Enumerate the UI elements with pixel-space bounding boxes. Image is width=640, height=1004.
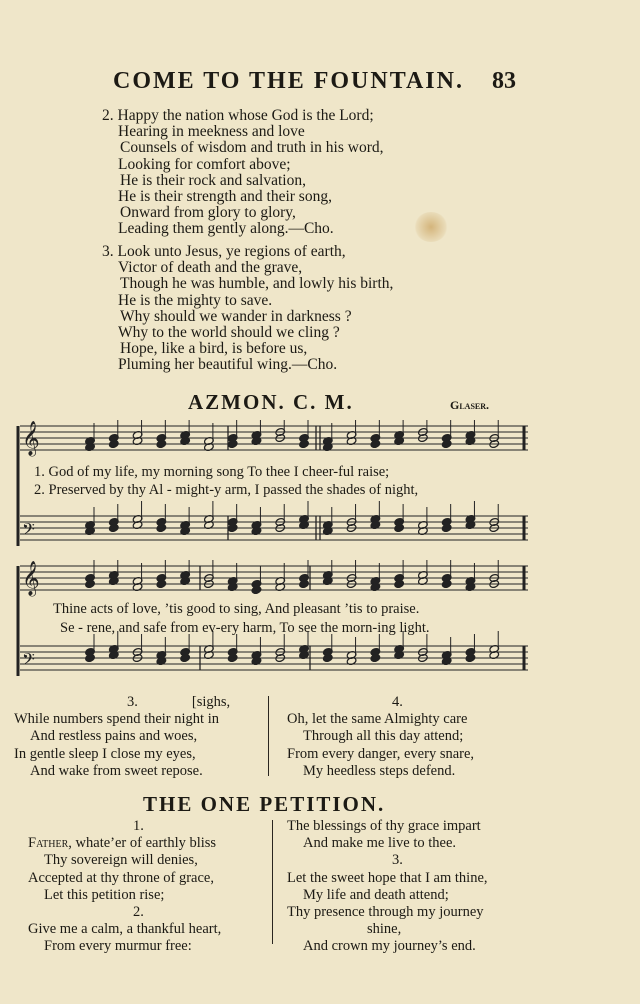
treble-clef: 𝄞 [22, 421, 40, 456]
verse-line: Happy the nation whose God is the Lord; [117, 107, 374, 124]
stanza-line: My life and death attend; [303, 886, 449, 903]
petition-left-column [28, 818, 268, 956]
stanza-line: whate’er of earthly bliss [71, 835, 217, 852]
bass-clef: 𝄢 [22, 649, 35, 673]
verse-line: He is the mighty to save. [118, 291, 273, 309]
stanza-line: Oh, let the same Almighty care [287, 711, 468, 728]
verse-line: Leading them gently along.—Cho. [118, 220, 334, 238]
stanza-3 [14, 694, 264, 780]
stanza-number: 2. [133, 904, 144, 921]
stanza-line: Let this petition rise; [44, 886, 165, 903]
section-title: THE ONE PETITION. [143, 792, 386, 816]
lyric-line: 2. Preserved by thy Al - might-y arm, I passed the shades of night, [34, 482, 419, 498]
stanza-number: 3. [127, 694, 138, 710]
stanza-number: 3. [392, 852, 403, 869]
treble-clef: 𝄞 [22, 561, 40, 596]
stanza-4 [287, 694, 527, 780]
lyric-line: Se - rene, and safe from ev-ery harm, To see the morn-ing light. [60, 620, 430, 636]
stanza-line: From every murmur free: [44, 938, 192, 955]
verse-line: Looking for comfort above; [118, 155, 291, 173]
composer-name: Glaser. [450, 398, 490, 412]
stanza-line: shine, [367, 921, 402, 938]
verse-line: Hope, like a bird, is before us, [120, 340, 308, 358]
verse-line: Hearing in meekness and love [118, 123, 305, 141]
stanza-line: Give me a calm, a thankful heart, [28, 921, 222, 938]
column-divider [272, 820, 273, 944]
verse-line: Pluming her beautiful wing.—Cho. [118, 356, 338, 374]
verse-line: Though he was humble, and lowly his birth, [120, 275, 394, 293]
stanza-line: Thy sovereign will denies, [44, 852, 198, 869]
page-number: 83 [492, 68, 516, 94]
verse-line: Onward from glory to glory, [120, 204, 296, 222]
stanza-line: And crown my journey’s end. [303, 938, 476, 955]
verse-line: Look unto Jesus, ye regions of earth, [117, 243, 346, 260]
petition-right-column [287, 818, 537, 956]
verse-line: Why to the world should we cling ? [118, 324, 340, 342]
bass-clef: 𝄢 [22, 519, 35, 543]
stanza-line: And make me live to thee. [303, 835, 457, 852]
stanza-number: 4. [392, 694, 403, 710]
verse-line: Victor of death and the grave, [118, 259, 303, 277]
stanza-number: 1. [133, 818, 144, 834]
verse-line: He is their rock and salvation, [120, 171, 306, 189]
tune-title: AZMON. C. M. [188, 390, 354, 414]
stanza-trail: [sighs, [191, 694, 231, 710]
verse-line: Why should we wander in darkness ? [120, 307, 352, 325]
first-word: Father, [28, 835, 72, 852]
verse-line: He is their strength and their song, [118, 188, 332, 206]
verse-line: Counsels of wisdom and truth in his word, [120, 139, 384, 157]
stanza-line: Through all this day attend; [303, 728, 464, 745]
stanza-line: Accepted at thy throne of grace, [28, 869, 214, 886]
running-title: COME TO THE FOUNTAIN. [113, 68, 464, 94]
paper-stain [414, 212, 448, 242]
verse-number: 2. [102, 107, 114, 124]
lyric-line: 1. God of my life, my morning song To thee I cheer-ful raise; [34, 464, 390, 480]
stanza-line: And wake from sweet repose. [30, 762, 203, 779]
stanza-line: And restless pains and woes, [30, 728, 198, 745]
stanza-line: My heedless steps defend. [303, 762, 456, 779]
stanza-line: Thy presence through my journey [287, 904, 484, 921]
verse-2 [102, 108, 384, 238]
verse-number: 3. [102, 243, 114, 260]
column-divider [268, 696, 269, 776]
stanza-line: The blessings of thy grace impart [287, 818, 481, 834]
verse-3 [102, 244, 393, 374]
stanza-line: While numbers spend their night in [14, 711, 219, 728]
stanza-line: Let the sweet hope that I am thine, [287, 869, 488, 886]
page-header [0, 68, 640, 102]
stanza-line: In gentle sleep I close my eyes, [14, 745, 196, 762]
stanza-line: From every danger, every snare, [287, 745, 475, 762]
lyric-line: Thine acts of love, ’tis good to sing, And pleasant ’tis to praise. [53, 601, 420, 617]
